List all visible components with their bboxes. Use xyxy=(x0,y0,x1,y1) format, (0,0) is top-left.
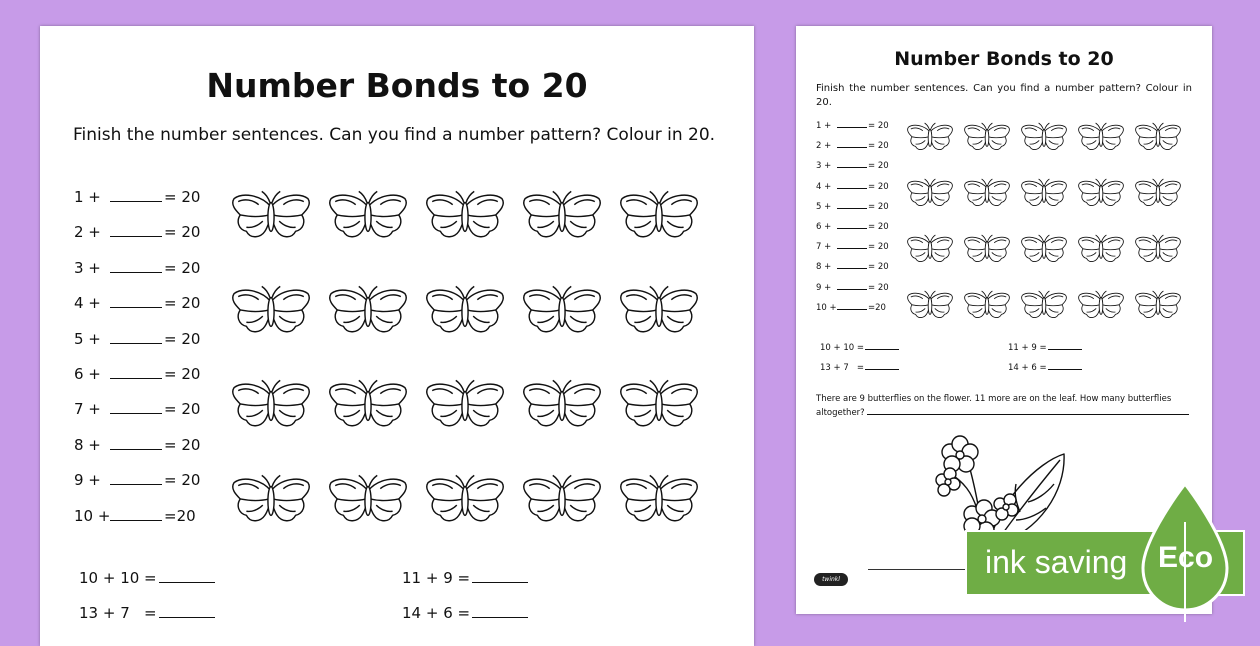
answer-blank[interactable] xyxy=(837,140,867,148)
answer-blank[interactable] xyxy=(837,261,867,269)
equation-left: 10 + xyxy=(74,506,111,525)
answer-blank[interactable] xyxy=(837,120,867,128)
butterfly-icon[interactable] xyxy=(230,285,312,339)
equation-row xyxy=(74,330,200,348)
equation-row xyxy=(816,302,886,313)
answer-blank[interactable] xyxy=(110,365,162,379)
eco-label: Eco xyxy=(1158,541,1214,574)
equation-right: = 20 xyxy=(868,262,889,273)
butterfly-icon[interactable] xyxy=(963,290,1011,322)
equation-right: = 20 xyxy=(868,161,889,172)
answer-blank[interactable] xyxy=(865,342,899,350)
equation-left: 6 + xyxy=(816,222,832,232)
butterfly-icon[interactable] xyxy=(906,234,954,266)
equation-row xyxy=(74,400,200,418)
equation-right: = 20 xyxy=(868,222,889,232)
butterfly-icon[interactable] xyxy=(1020,178,1068,210)
butterfly-icon[interactable] xyxy=(906,178,954,210)
answer-blank[interactable] xyxy=(159,604,215,618)
butterfly-icon[interactable] xyxy=(963,178,1011,210)
instructions-text: Finish the number sentences. Can you find a number pattern? Colour in 20. xyxy=(73,125,716,145)
equation-right: = 20 xyxy=(164,329,201,348)
answer-blank[interactable] xyxy=(837,181,867,189)
butterfly-icon[interactable] xyxy=(1134,122,1182,154)
sum-equation xyxy=(79,604,217,622)
equation-left: 8 + xyxy=(74,435,101,454)
equation-left: 7 + xyxy=(816,242,832,253)
sum-equation xyxy=(402,604,530,622)
equation-left: 4 + xyxy=(74,294,101,313)
equation-right: = 20 xyxy=(164,258,201,277)
butterfly-icon[interactable] xyxy=(1077,122,1125,154)
equation-right: =20 xyxy=(164,506,196,525)
equation-right: = 20 xyxy=(868,201,889,212)
butterfly-icon[interactable] xyxy=(1134,290,1182,322)
answer-blank[interactable] xyxy=(837,282,867,290)
equation-row xyxy=(816,120,889,131)
sum-label: 11 + 9 = xyxy=(1008,343,1047,353)
sum-equation xyxy=(820,362,900,373)
answer-blank[interactable] xyxy=(110,436,162,450)
butterfly-icon[interactable] xyxy=(424,474,506,528)
equation-left: 3 + xyxy=(816,161,832,172)
butterfly-icon[interactable] xyxy=(424,379,506,433)
answer-blank[interactable] xyxy=(110,471,162,485)
answer-blank[interactable] xyxy=(110,294,162,308)
butterfly-icon[interactable] xyxy=(618,474,700,528)
sum-equation xyxy=(1008,342,1083,353)
butterfly-icon[interactable] xyxy=(1077,234,1125,266)
answer-blank[interactable] xyxy=(1048,362,1082,370)
equation-row xyxy=(816,201,889,212)
sum-label: 11 + 9 = xyxy=(402,569,471,587)
equation-row xyxy=(74,507,196,525)
butterfly-icon[interactable] xyxy=(230,474,312,528)
butterfly-icon[interactable] xyxy=(1134,178,1182,210)
worksheet-title: Number Bonds to 20 xyxy=(206,66,588,105)
butterfly-icon[interactable] xyxy=(424,285,506,339)
answer-blank[interactable] xyxy=(837,221,867,229)
butterfly-icon[interactable] xyxy=(521,474,603,528)
equation-left: 8 + xyxy=(816,262,832,273)
equation-row xyxy=(74,365,200,383)
butterfly-icon[interactable] xyxy=(1020,234,1068,266)
equation-left: 2 + xyxy=(816,141,832,152)
equation-row xyxy=(816,241,889,252)
sum-label: 10 + 10 = xyxy=(79,569,157,587)
answer-blank[interactable] xyxy=(837,201,867,209)
sum-label: 13 + 7 = xyxy=(79,604,157,622)
answer-blank[interactable] xyxy=(472,604,528,618)
butterfly-icon[interactable] xyxy=(327,190,409,244)
butterfly-icon[interactable] xyxy=(618,190,700,244)
equation-row xyxy=(74,436,200,454)
sum-label: 10 + 10 = xyxy=(820,343,864,353)
butterfly-icon[interactable] xyxy=(906,122,954,154)
equation-right: = 20 xyxy=(164,188,201,206)
equation-right: = 20 xyxy=(868,242,889,253)
equation-left: 10 + xyxy=(816,302,837,313)
answer-blank[interactable] xyxy=(837,302,867,310)
answer-blank[interactable] xyxy=(1048,342,1082,350)
ink-saving-label: ink saving xyxy=(985,544,1128,580)
butterfly-icon[interactable] xyxy=(1134,234,1182,266)
instructions-text: Finish the number sentences. Can you find a number pattern? Colour in 20. xyxy=(816,83,1192,108)
butterfly-icon[interactable] xyxy=(327,285,409,339)
equation-row xyxy=(816,261,889,272)
equation-row xyxy=(74,188,200,206)
equation-row xyxy=(816,282,889,293)
butterfly-icon[interactable] xyxy=(521,285,603,339)
butterfly-icon[interactable] xyxy=(1020,122,1068,154)
answer-blank[interactable] xyxy=(110,507,162,521)
butterfly-icon[interactable] xyxy=(963,234,1011,266)
butterfly-icon[interactable] xyxy=(618,285,700,339)
equation-left: 7 + xyxy=(74,400,101,419)
equation-left: 5 + xyxy=(816,201,832,212)
equation-right: = 20 xyxy=(164,471,201,490)
equation-right: = 20 xyxy=(868,181,889,192)
butterfly-icon[interactable] xyxy=(424,190,506,244)
sum-equation xyxy=(79,569,217,587)
equation-left: 1 + xyxy=(74,188,101,206)
sum-label: 14 + 6 = xyxy=(1008,363,1047,373)
brand-logo: twinkl xyxy=(814,573,848,586)
equation-right: = 20 xyxy=(868,141,889,152)
equation-right: = 20 xyxy=(164,400,201,419)
answer-blank[interactable] xyxy=(865,362,899,370)
equation-row xyxy=(74,259,200,277)
answer-blank[interactable] xyxy=(472,569,528,583)
equation-left: 9 + xyxy=(816,282,832,293)
equation-left: 9 + xyxy=(74,471,101,490)
answer-blank[interactable] xyxy=(110,223,162,237)
equation-right: = 20 xyxy=(868,282,889,293)
answer-blank[interactable] xyxy=(837,160,867,168)
butterfly-icon[interactable] xyxy=(618,379,700,433)
word-problem xyxy=(816,392,1192,420)
equation-row xyxy=(816,181,889,192)
equation-row xyxy=(74,471,200,489)
sum-equation xyxy=(402,569,530,587)
sum-label: 14 + 6 = xyxy=(402,604,471,622)
answer-blank[interactable] xyxy=(110,188,162,202)
sum-label: 13 + 7 = xyxy=(820,363,864,373)
equation-left: 6 + xyxy=(74,365,101,383)
butterfly-icon[interactable] xyxy=(1077,178,1125,210)
equation-left: 4 + xyxy=(816,181,832,192)
equation-right: = 20 xyxy=(164,365,201,383)
answer-blank[interactable] xyxy=(110,330,162,344)
equation-right: =20 xyxy=(868,302,886,313)
equation-left: 5 + xyxy=(74,329,101,348)
equation-left: 2 + xyxy=(74,223,101,242)
answer-line[interactable] xyxy=(867,406,1189,415)
equation-right: = 20 xyxy=(868,121,889,131)
equation-row xyxy=(816,140,889,151)
worksheet-title: Number Bonds to 20 xyxy=(894,48,1114,70)
equation-right: = 20 xyxy=(164,294,201,313)
butterfly-icon[interactable] xyxy=(521,190,603,244)
equation-right: = 20 xyxy=(164,435,201,454)
answer-blank[interactable] xyxy=(110,259,162,273)
butterfly-icon[interactable] xyxy=(1020,290,1068,322)
equation-left: 1 + xyxy=(816,121,832,131)
equation-right: = 20 xyxy=(164,223,201,242)
butterfly-icon[interactable] xyxy=(963,122,1011,154)
worksheet-page-large xyxy=(40,26,754,646)
answer-blank[interactable] xyxy=(159,569,215,583)
butterfly-icon[interactable] xyxy=(906,290,954,322)
answer-blank[interactable] xyxy=(110,400,162,414)
sum-equation xyxy=(1008,362,1083,373)
equation-row xyxy=(816,160,889,171)
equation-left: 3 + xyxy=(74,258,101,277)
butterfly-icon[interactable] xyxy=(327,474,409,528)
butterfly-icon[interactable] xyxy=(1077,290,1125,322)
equation-row xyxy=(816,221,889,232)
butterfly-icon[interactable] xyxy=(230,190,312,244)
equation-row xyxy=(74,223,200,241)
butterfly-icon[interactable] xyxy=(521,379,603,433)
butterfly-icon[interactable] xyxy=(230,379,312,433)
sum-equation xyxy=(820,342,900,353)
word-problem-text: There are 9 butterflies on the flower. 11 more are on the leaf. How many butterflies altogether? xyxy=(816,394,1172,418)
answer-blank[interactable] xyxy=(837,241,867,249)
butterfly-icon[interactable] xyxy=(327,379,409,433)
equation-row xyxy=(74,294,200,312)
